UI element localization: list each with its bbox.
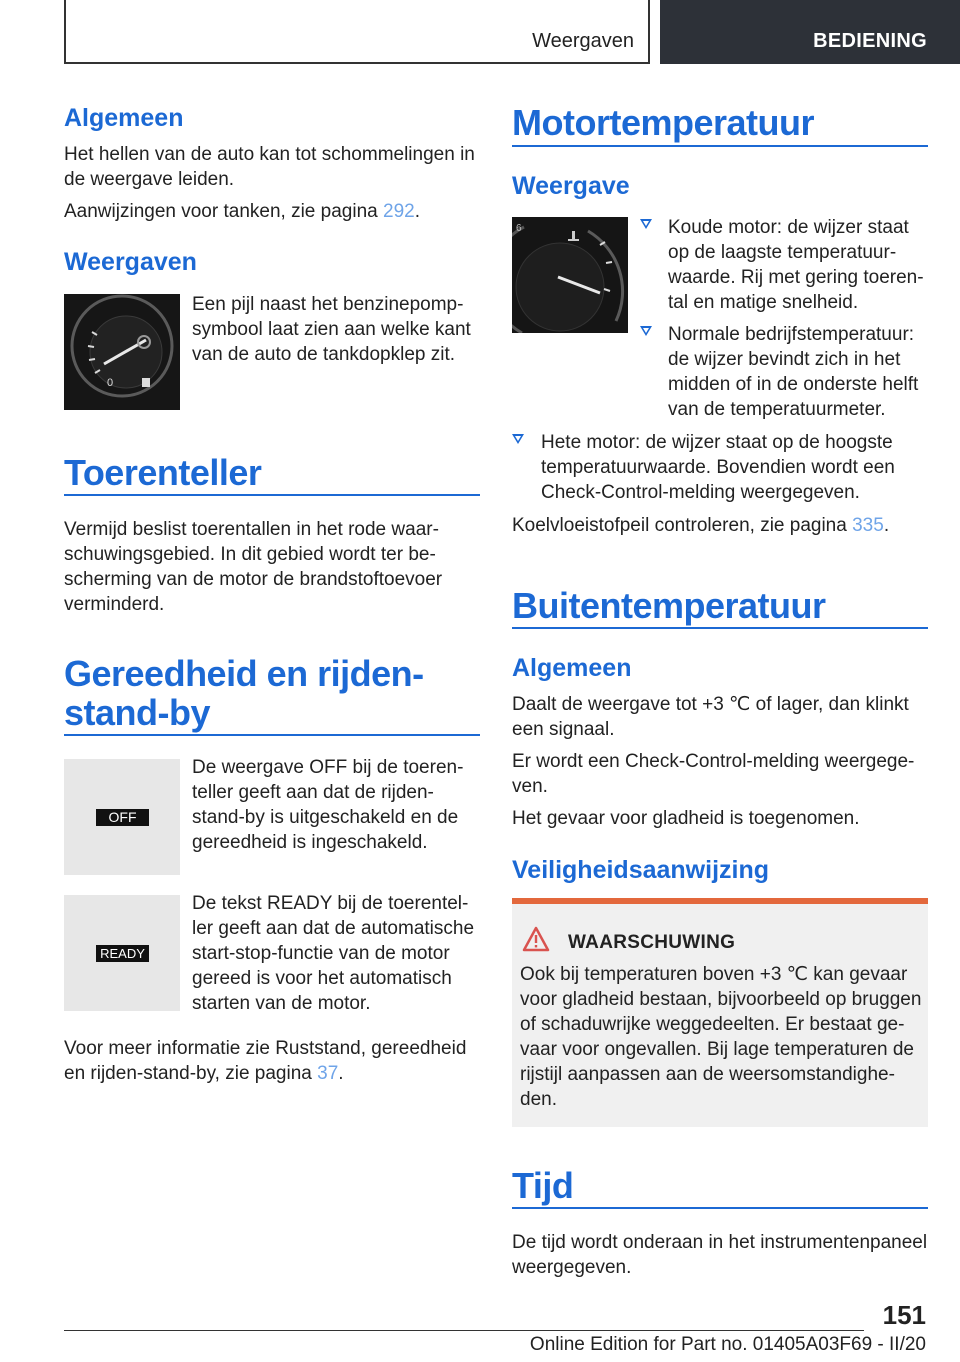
- bullet-text: Hete motor: de wijzer staat op de hoogste temperatuurwaarde. Bovendien wordt een Check-Control-melding weergegeven.: [541, 432, 895, 503]
- warning-triangle-icon: [522, 926, 550, 957]
- ready-badge-icon: [64, 895, 180, 1011]
- gereedheid-heading-line2: stand-by: [64, 692, 211, 733]
- triangle-bullet-icon: [640, 219, 652, 229]
- page-number: 151: [882, 1300, 926, 1330]
- fuel-gauge-image: [64, 294, 180, 410]
- meer-paragraph: Voor meer informatie zie Ruststand, gereedheid en rijden-stand-by, zie pagina 37.: [64, 1038, 467, 1084]
- warning-title: WAARSCHUWING: [568, 932, 736, 953]
- off-text: De weergave OFF bij de toerenteller geeft aan dat de rijden-stand-by is uitgeschakeld en de gereedheid is ingeschakeld.: [192, 757, 464, 853]
- algemeen-heading: Algemeen: [64, 104, 184, 132]
- ready-text: De tekst READY bij de toerenteller geeft aan dat de automatische start-stop-functie van de motor gereed is voor het automatisch starten van de motor.: [192, 893, 475, 1014]
- koelvloeistof-text: Koelvloeistofpeil controleren, zie pagina: [512, 515, 847, 536]
- tanken-link[interactable]: 292: [383, 201, 415, 222]
- gereedheid-heading-line1: Gereedheid en rijden-: [64, 653, 424, 694]
- buitentemperatuur-rule: [512, 627, 928, 629]
- warning-text: Ook bij temperaturen boven +3 ℃ kan gevaar voor gladheid bestaan, bijvoorbeeld op bruggen of schaduwrijke weggedeelten. Er bestaat gevaar voor ongevallen. Bij lage temperaturen de rijstijl aanpassen aan de weersomstandigheden.: [520, 964, 922, 1110]
- svg-text:0: 0: [107, 377, 114, 389]
- tijd-rule: [512, 1207, 928, 1209]
- toerenteller-text: Vermijd beslist toerentallen in het rode waarschuwingsgebied. In dit gebied wordt ter bescherming van de motor de brandstoftoevoer verminderd.: [64, 519, 443, 615]
- header-title-box: [64, 0, 650, 64]
- temperature-gauge-icon: [512, 217, 628, 333]
- triangle-bullet-icon: [512, 434, 524, 444]
- header-title: Weergaven: [532, 30, 634, 52]
- ready-indicator-image: [64, 895, 180, 1011]
- weergaven-text: Een pijl naast het benzinepompsymbool laat zien aan welke kant van de auto de tankdopklep zit.: [192, 294, 471, 365]
- toerenteller-rule: [64, 494, 480, 496]
- buiten-text-2: Er wordt een Check-Control-melding weergegeven.: [512, 751, 915, 797]
- veiligheid-heading: Veiligheidsaanwijzing: [512, 856, 770, 884]
- weergave-heading: Weergave: [512, 172, 630, 200]
- off-indicator-image: [64, 759, 180, 875]
- buitentemperatuur-heading: Buitentemperatuur: [512, 585, 826, 626]
- tanken-paragraph: Aanwijzingen voor tanken, zie pagina 292.: [64, 201, 420, 222]
- gereedheid-rule: [64, 734, 480, 736]
- header-section-box: [660, 0, 960, 64]
- triangle-bullet-icon: [640, 326, 652, 336]
- motortemperatuur-rule: [512, 145, 928, 147]
- koelvloeistof-paragraph: Koelvloeistofpeil controleren, zie pagina 335.: [512, 515, 890, 536]
- meer-link[interactable]: 37: [317, 1063, 339, 1084]
- bullet-item: [640, 322, 930, 422]
- buiten-algemeen-heading: Algemeen: [512, 654, 632, 682]
- fuel-gauge-icon: [64, 294, 180, 410]
- meer-text: Voor meer informatie zie Ruststand, gereedheid en rijden-stand-by, zie pagina: [64, 1038, 467, 1084]
- off-badge-icon: [64, 759, 180, 875]
- bullet-item: [640, 215, 930, 315]
- algemeen-text: Het hellen van de auto kan tot schommelingen in de weergave leiden.: [64, 144, 475, 190]
- footer-rule: [64, 1330, 864, 1331]
- warning-box: [512, 898, 928, 1127]
- motortemperatuur-heading: Motortemperatuur: [512, 102, 815, 143]
- footer-edition: Online Edition for Part no. 01405A03F69 - II/20: [529, 1334, 926, 1355]
- tijd-text: De tijd wordt onderaan in het instrumentenpaneel weergegeven.: [512, 1232, 928, 1278]
- header-section: BEDIENING: [813, 30, 927, 52]
- buiten-text-3: Het gevaar voor gladheid is toegenomen.: [512, 808, 860, 829]
- buiten-text-1: Daalt de weergave tot +3 ℃ of lager, dan klinkt een signaal.: [512, 694, 909, 740]
- ready-label: READY: [100, 946, 145, 961]
- temperature-gauge-image: [512, 217, 628, 333]
- toerenteller-heading: Toerenteller: [64, 452, 262, 493]
- off-label: OFF: [108, 809, 137, 825]
- bullet-text: Normale bedrijfstemperatuur: de wijzer bevindt zich in het midden of in de onderste helft van de temperatuurmeter.: [668, 324, 919, 420]
- bullet-text: Koude motor: de wijzer staat op de laagste temperatuurwaarde. Rij met gering toerental en matige snelheid.: [668, 217, 924, 313]
- tanken-text: Aanwijzingen voor tanken, zie pagina: [64, 201, 378, 222]
- tijd-heading: Tijd: [512, 1165, 574, 1206]
- koelvloeistof-link[interactable]: 335: [852, 515, 884, 536]
- bullet-item: [512, 430, 932, 505]
- weergaven-heading: Weergaven: [64, 248, 197, 276]
- svg-text:6: 6: [516, 223, 522, 234]
